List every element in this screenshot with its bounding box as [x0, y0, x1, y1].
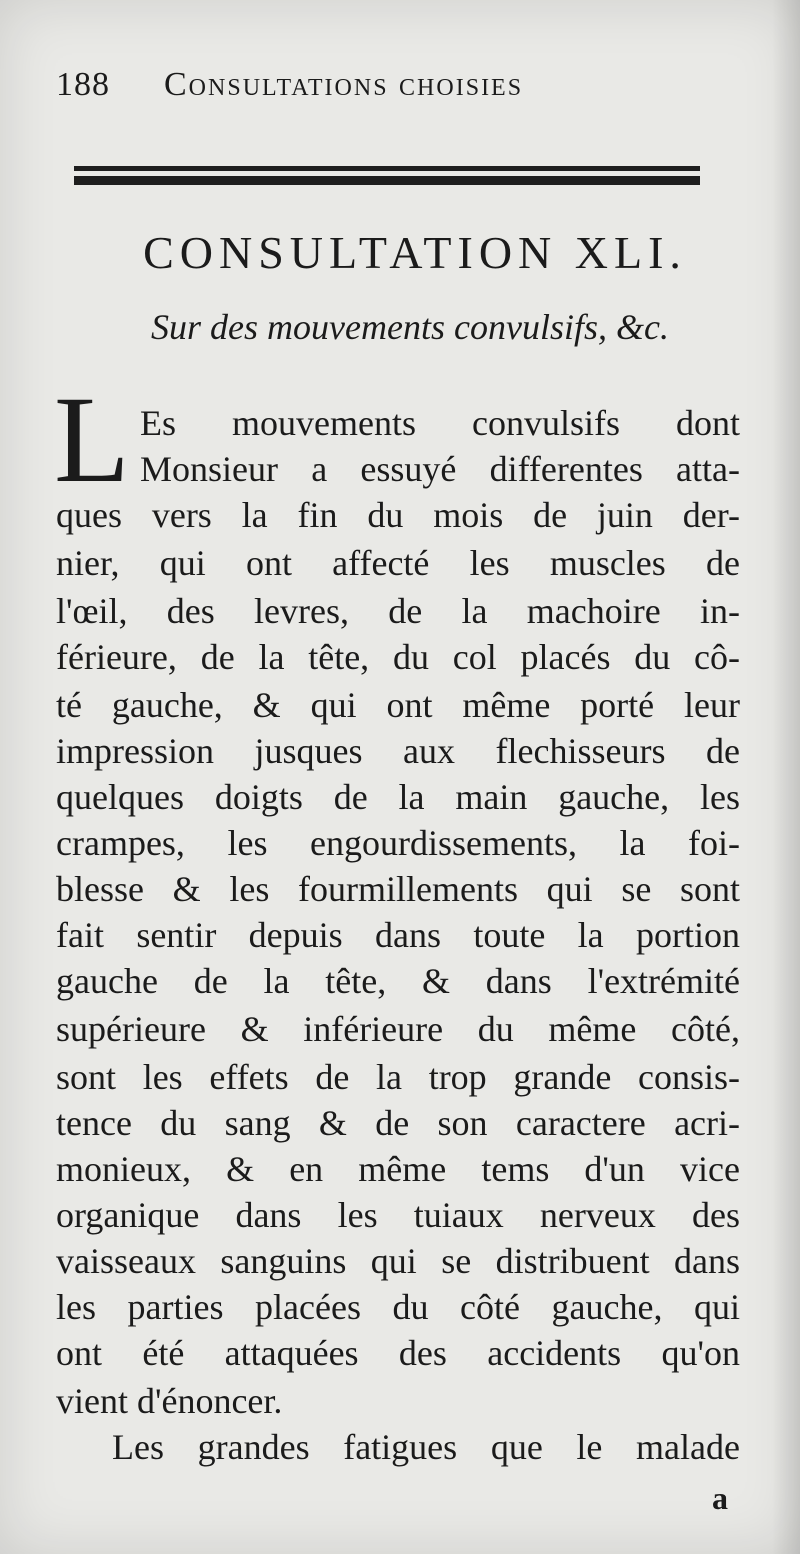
consultation-heading: CONSULTATION XLI. [143, 227, 687, 278]
running-head [56, 66, 696, 122]
text-line: vaisseaux sanguins qui se distribuent dans [56, 1241, 740, 1281]
text-line: monieux, & en même tems d'un vice [56, 1149, 740, 1189]
text-line: supérieure & inférieure du même côté, [56, 1009, 740, 1049]
text-line: les parties placées du côté gauche, qui [56, 1287, 740, 1327]
header-rule-thin [74, 166, 700, 171]
text-line: fait sentir depuis dans toute la portion [56, 915, 740, 955]
text-line: crampes, les engourdissements, la foi- [56, 823, 740, 863]
text-line: ont été attaquées des accidents qu'on [56, 1333, 740, 1373]
text-line: vient d'énoncer. [56, 1381, 283, 1421]
text-line: quelques doigts de la main gauche, les [56, 777, 740, 817]
header-rule-thick [74, 176, 700, 185]
text-line: tence du sang & de son caractere acri- [56, 1103, 740, 1143]
text-line: Monsieur a essuyé differentes atta- [140, 449, 740, 489]
page-number: 188 [56, 66, 110, 103]
page-edge-shadow [772, 0, 800, 1554]
drop-cap: L [54, 371, 130, 508]
text-line: gauche de la tête, & dans l'extrémité [56, 961, 740, 1001]
signature-mark: a [712, 1480, 728, 1516]
text-line: férieure, de la tête, du col placés du cô- [56, 637, 740, 677]
text-line: nier, qui ont affecté les muscles de [56, 543, 740, 583]
consultation-subheading: Sur des mouvements convulsifs, &c. [151, 307, 669, 347]
running-title: Consultations choisies [164, 66, 524, 103]
text-line: Es mouvements convulsifs dont [140, 403, 740, 443]
text-line: l'œil, des levres, de la machoire in- [56, 591, 740, 631]
text-line: organique dans les tuiaux nerveux des [56, 1195, 740, 1235]
text-line: ques vers la fin du mois de juin der- [56, 495, 740, 535]
text-line: té gauche, & qui ont même porté leur [56, 685, 740, 725]
text-line: impression jusques aux flechisseurs de [56, 731, 740, 771]
text-line: blesse & les fourmillements qui se sont [56, 869, 740, 909]
text-line: Les grandes fatigues que le malade [112, 1427, 740, 1467]
text-line: sont les effets de la trop grande consis- [56, 1057, 740, 1097]
